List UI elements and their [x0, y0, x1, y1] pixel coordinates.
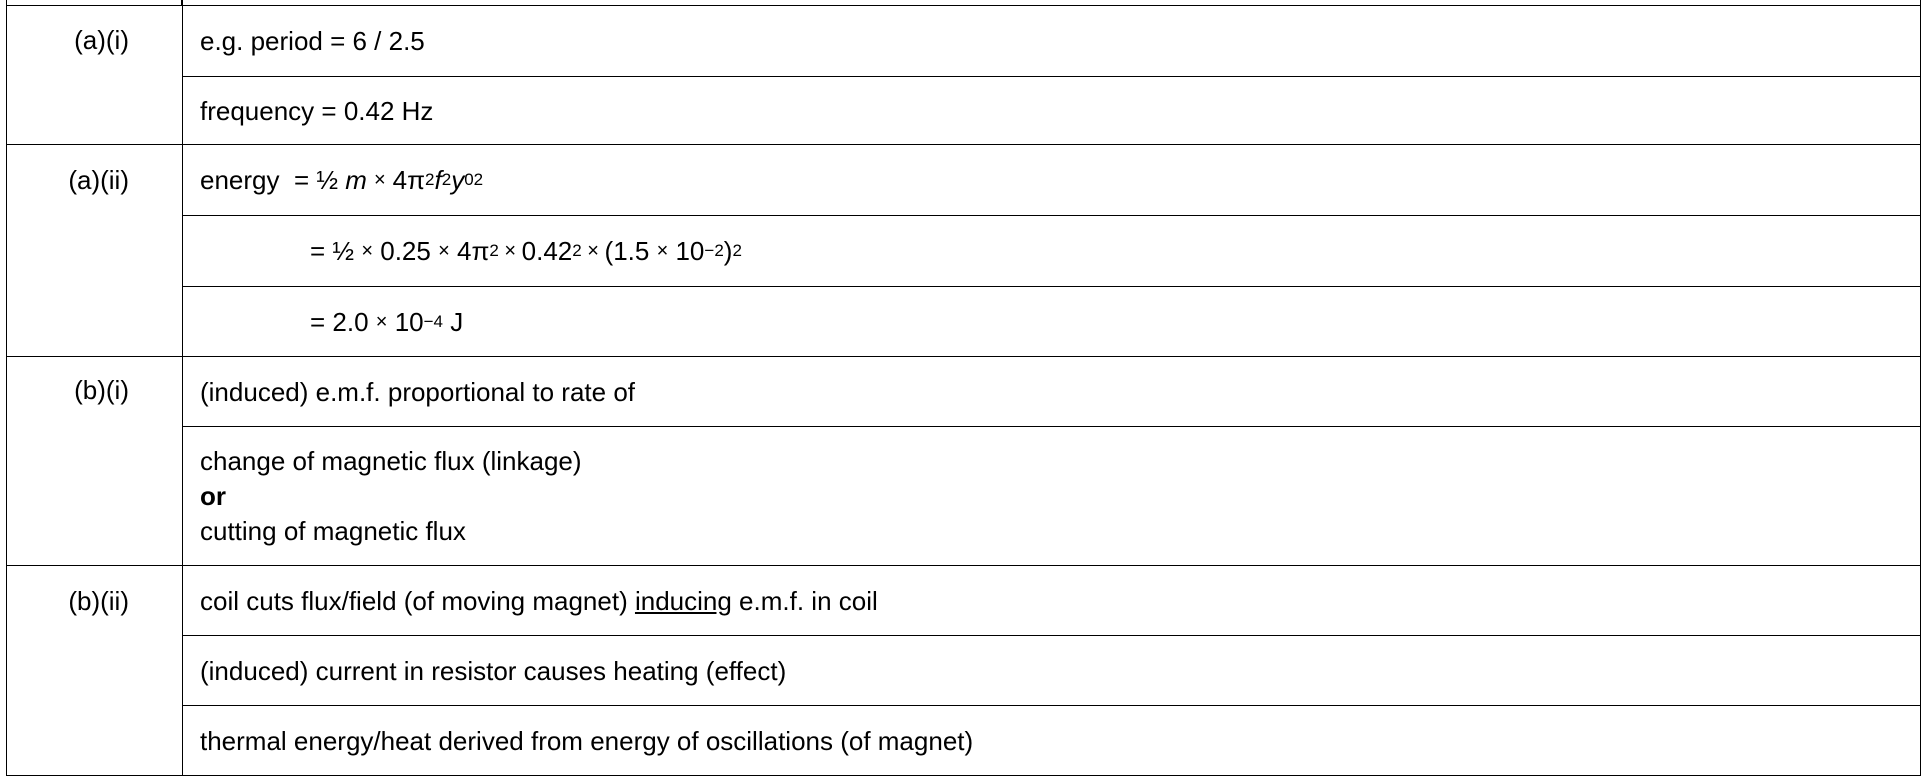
- formula-text: ): [723, 236, 733, 266]
- table-row: [7, 636, 1921, 706]
- answer-cell: [183, 77, 1921, 145]
- times-sign: ×: [656, 240, 669, 262]
- formula-text: 0.25: [373, 236, 439, 266]
- formula-text: energy = ½: [200, 165, 346, 195]
- times-sign: ×: [438, 240, 450, 262]
- answer-text: coil cuts flux/field (of moving magnet): [200, 585, 635, 616]
- answer-line: e.g. period = 6 / 2.5: [200, 26, 425, 56]
- formula-text: 10: [387, 306, 424, 337]
- amplitude-symbol: y: [451, 165, 465, 195]
- table-row: [7, 145, 1921, 216]
- answer-cell: [183, 216, 1921, 287]
- table-row: [7, 566, 1921, 636]
- answer-line: (induced) current in resistor causes heating (effect): [200, 655, 787, 686]
- formula-text: = 2.0: [310, 306, 376, 337]
- table-row: [7, 427, 1921, 566]
- question-number-b-ii: (b)(ii): [7, 566, 183, 776]
- formula-text: = ½: [310, 236, 362, 266]
- or-connector: [200, 479, 1920, 514]
- answer-line: [200, 566, 1920, 635]
- formula-text: 10: [668, 236, 705, 266]
- answer-cell: [183, 287, 1921, 357]
- energy-substitution: = ½ × 0.25 × 4π 2 × 0.42 2 × (1.5 × 10 −2 ) 2: [310, 236, 742, 266]
- answer-line: cutting of magnetic flux: [200, 516, 466, 546]
- answer-alternatives: [200, 427, 1920, 565]
- table-row: [7, 77, 1921, 145]
- question-number-b-i: (b)(i): [7, 357, 183, 566]
- table-row: [7, 216, 1921, 287]
- answer-cell: [183, 357, 1921, 427]
- formula-text: 0.42: [521, 236, 573, 266]
- answer-cell: [183, 706, 1921, 776]
- table-row: [7, 6, 1921, 77]
- question-number-a-ii: (a)(ii): [7, 145, 183, 357]
- formula-text: 4π: [392, 165, 426, 195]
- table-row: [7, 357, 1921, 427]
- or-label: or: [200, 481, 226, 511]
- answer-cell: [183, 6, 1921, 77]
- table-row: [7, 287, 1921, 357]
- answer-cell: [183, 427, 1921, 566]
- answer-cell: [183, 145, 1921, 216]
- energy-formula: energy = ½ m × 4π 2 f 2 y 0 2: [200, 165, 484, 195]
- underlined-keyword: inducing: [634, 585, 732, 616]
- formula-text: 4π: [449, 236, 490, 266]
- answer-text: e.m.f. in coil: [731, 585, 878, 616]
- answer-line: (induced) e.m.f. proportional to rate of: [200, 376, 636, 407]
- times-sign: ×: [373, 169, 386, 191]
- question-number-a-i: (a)(i): [7, 6, 183, 145]
- answer-line: change of magnetic flux (linkage): [200, 446, 582, 476]
- times-sign: ×: [361, 240, 374, 262]
- table-row: [7, 706, 1921, 776]
- formula-text: (1.5: [604, 236, 657, 266]
- mass-symbol: m: [345, 165, 367, 195]
- answer-line: thermal energy/heat derived from energy of oscillations (of magnet): [200, 725, 974, 756]
- mark-scheme-table: [6, 5, 1921, 776]
- answer-cell: [183, 636, 1921, 706]
- energy-result: = 2.0 × 10 −4 J: [310, 306, 464, 337]
- answer-cell: [183, 566, 1921, 636]
- times-sign: ×: [375, 310, 388, 333]
- frequency-symbol: f: [434, 165, 442, 195]
- formula-text: J: [443, 306, 464, 337]
- times-sign: ×: [581, 240, 605, 262]
- answer-line: frequency = 0.42 Hz: [200, 95, 434, 126]
- times-sign: ×: [498, 240, 522, 262]
